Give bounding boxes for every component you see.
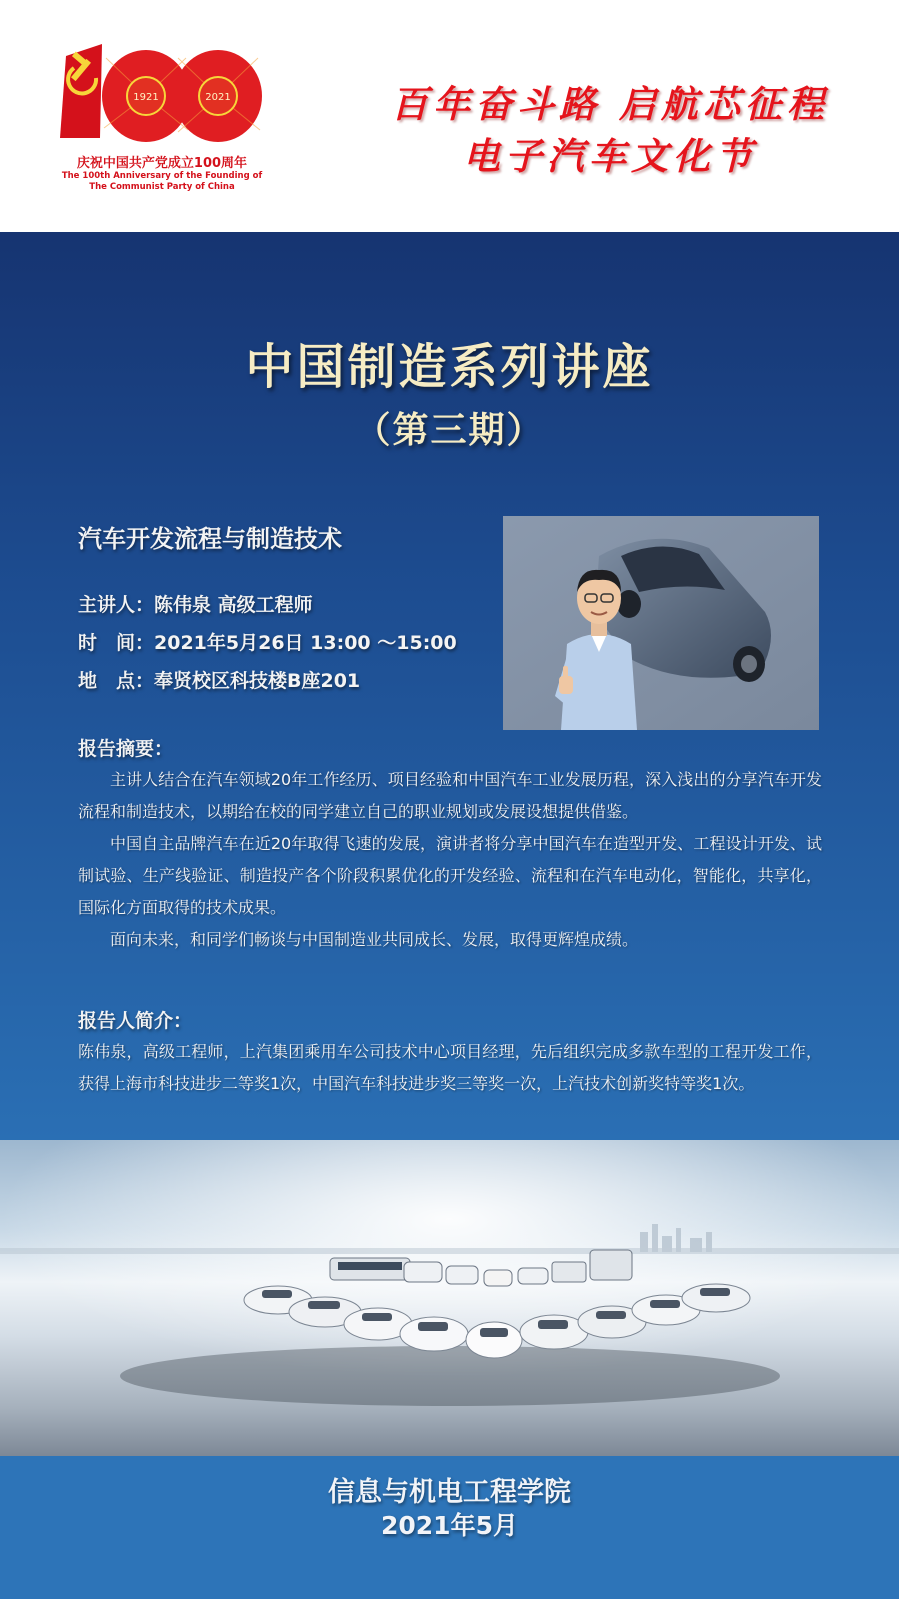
abstract-paragraph-2: 中国自主品牌汽车在近20年取得飞速的发展，演讲者将分享中国汽车在造型开发、工程设计开发、试制试验、生产线验证、制造投产各个阶段积累优化的开发经验、流程和在汽车电动化，智能化，共享化，国际化方面取得的技术成果。	[78, 834, 822, 917]
organizer-name: 信息与机电工程学院	[328, 1477, 571, 1508]
lecture-info-panel	[0, 232, 899, 1140]
slogan-line-1: 百年奋斗路 启航芯征程	[391, 82, 829, 126]
abstract-paragraph-3: 面向未来，和同学们畅谈与中国制造业共同成长、发展，取得更辉煌成绩。	[110, 930, 639, 949]
logo-caption-chinese: 庆祝中国共产党成立100周年	[76, 156, 248, 171]
car-lineup-illustration	[0, 1140, 899, 1456]
slogan	[360, 78, 860, 182]
logo-caption-english-line1: The 100th Anniversary of the Founding of	[61, 171, 263, 181]
abstract-paragraph-1: 主讲人结合在汽车领域20年工作经历、项目经验和中国汽车工业发展历程，深入浅出的分享汽车开发流程和制造技术，以期给在校的同学建立自己的职业规划或发展设想提供借鉴。	[78, 770, 822, 821]
bio-heading: 报告人简介：	[78, 1010, 193, 1032]
bio-text: 陈伟泉，高级工程师，上汽集团乘用车公司技术中心项目经理，先后组织完成多款车型的工程开发工作，获得上海市科技进步二等奖1次，中国汽车科技进步奖三等奖一次，上汽技术创新奖特等奖1次。	[78, 1042, 822, 1093]
year-start-label: 1921	[133, 92, 159, 103]
speaker-line: 主讲人：陈伟泉 高级工程师	[78, 594, 313, 616]
header	[0, 0, 899, 232]
slogan-line-2: 电子汽车文化节	[463, 134, 757, 178]
abstract-heading: 报告摘要：	[78, 738, 174, 760]
speaker-with-car-illustration	[503, 516, 819, 730]
lecture-title: 汽车开发流程与制造技术	[78, 525, 342, 553]
year-end-label: 2021	[205, 92, 231, 103]
footer	[0, 1456, 899, 1599]
poster-date: 2021年5月	[381, 1511, 518, 1540]
car-lineup-banner	[0, 1140, 899, 1456]
logo-caption-english-line2: The Communist Party of China	[89, 182, 235, 192]
time-line: 时 间：2021年5月26日 13:00 ～15:00	[78, 632, 457, 654]
issue-number: （第三期）	[354, 410, 545, 451]
centenary-emblem	[56, 38, 268, 150]
speaker-photo	[503, 516, 819, 730]
series-title: 中国制造系列讲座	[245, 339, 654, 395]
location-line: 地 点：奉贤校区科技楼B座201	[78, 670, 361, 692]
party-centenary-logo	[56, 38, 276, 198]
logo-caption-english	[56, 171, 268, 193]
